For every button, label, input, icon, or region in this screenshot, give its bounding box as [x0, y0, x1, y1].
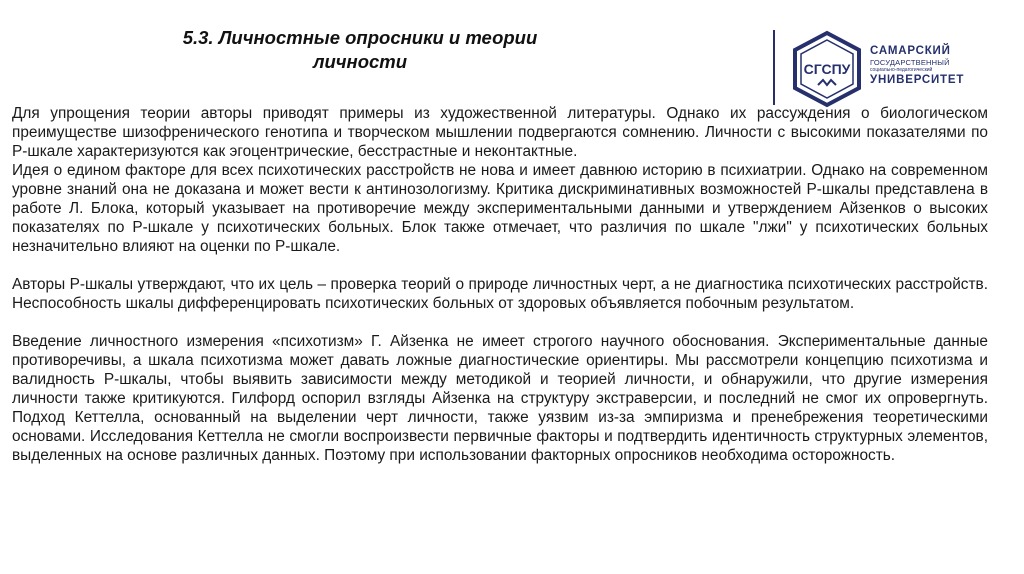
- university-logo-text: [870, 45, 970, 87]
- slide-title-line-1: 5.3. Личностные опросники и теории: [182, 27, 538, 48]
- logo-line-4: УНИВЕРСИТЕТ: [870, 74, 965, 86]
- logo-line-2: ГОСУДАРСТВЕННЫЙ: [870, 58, 950, 67]
- paragraph-1: Для упрощения теории авторы приводят примеры из художественной литературы. Однако их рассуждения о биологическом преимуществе шизофренического генотипа и творческом мышлении подвергаются сомнению. Личности с высокими показателями по P-шкале характеризуются как эгоцентрические, бесстрастные и неконтактные.: [12, 105, 988, 160]
- logo-line-3: социально-педагогический: [870, 67, 933, 73]
- logo-line-1: САМАРСКИЙ: [870, 45, 951, 57]
- slide-title-line-2: личности: [312, 51, 408, 72]
- slide-title: [140, 26, 580, 74]
- slide-body: [12, 104, 988, 465]
- logo-divider: [773, 30, 775, 105]
- paragraph-4: Введение личностного измерения «психотизм» Г. Айзенка не имеет строгого научного обоснования. Экспериментальные данные противоречивы, а шкала психотизма может давать ложные диагностические ориентиры. Мы рассмотрели концепцию психотизма и валидность P-шкалы, чтобы выявить зависимости между методикой и теорией личности, и обнаружили, что другие измерения личности также критикуются. Гилфорд оспорил взгляды Айзенка на структуру экстраверсии, и последний не смог их опровергнуть. Подход Кеттелла, основанный на выделении черт личности, также уязвим из-за эмпиризма и пренебрежения теоретическими основами. Исследования Кеттелла не смогли воспроизвести первичные факторы и подтвердить идентичность структурных элементов, выделенных на основе различных данных. Поэтому при использовании факторных опросников необходима осторожность.: [12, 333, 988, 464]
- university-logo-emblem: [788, 30, 866, 108]
- logo-emblem-text: СГСПУ: [803, 61, 851, 77]
- paragraph-3: Авторы P-шкалы утверждают, что их цель – проверка теорий о природе личностных черт, а не диагностика психотических расстройств. Неспособность шкалы дифференцировать психотических больных от здоровых объявляется побочным результатом.: [12, 276, 988, 312]
- paragraph-2: Идея о едином факторе для всех психотических расстройств не нова и имеет давнюю историю в психиатрии. Однако на современном уровне знаний она не доказана и может вести к антинозологизму. Критика дискриминативных возможностей P-шкалы представлена в работе Л. Блока, который указывает на противоречие между экспериментальными данными и утверждением Айзенков о высоких показателях по P-шкале у психотических больных. Блок также отмечает, что различия по шкале "лжи" у психотических больных незначительно влияют на оценки по P-шкале.: [12, 162, 988, 255]
